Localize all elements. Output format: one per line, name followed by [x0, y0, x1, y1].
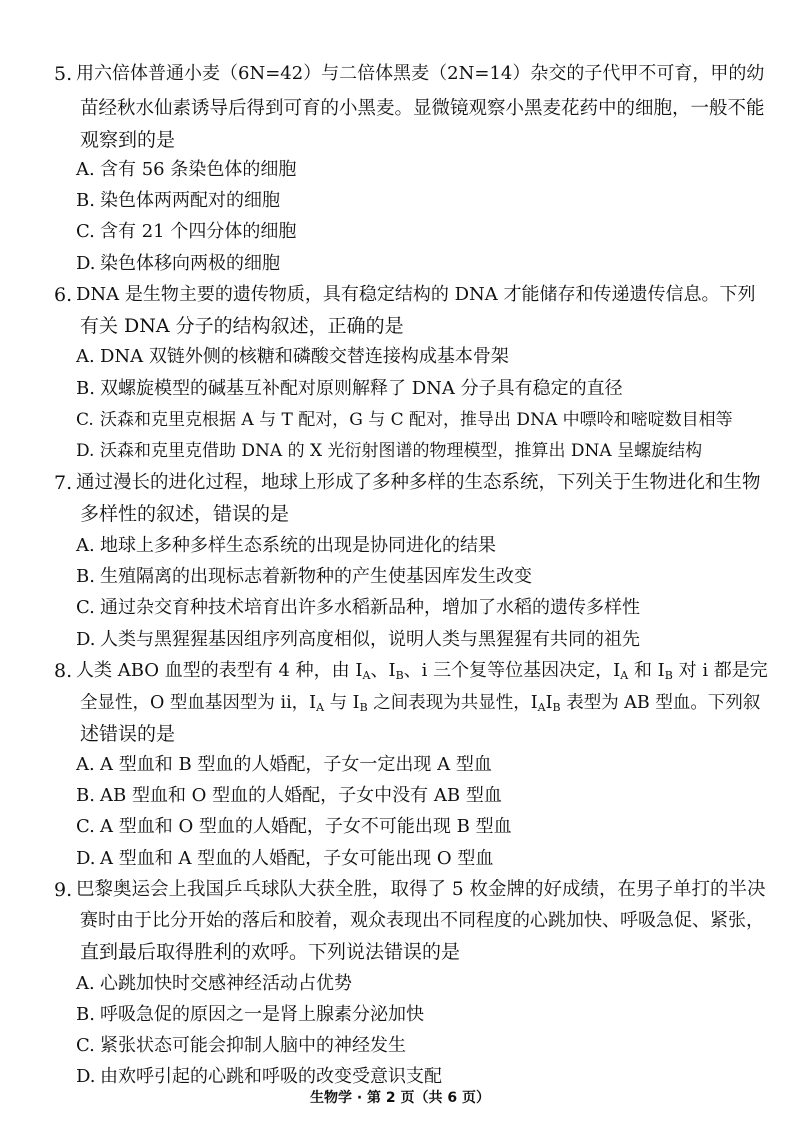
option-letter: B. [76, 1004, 95, 1025]
option-b [76, 1003, 424, 1027]
option-letter: A. [76, 754, 95, 775]
option-c [76, 220, 296, 244]
option-text: DNA 双链外侧的核糖和磷酸交替连接构成基本骨架 [100, 346, 509, 367]
option-text: A 型血和 B 型血的人婚配，子女一定出现 A 型血 [100, 754, 492, 775]
option-letter: B. [76, 785, 95, 806]
question-stem-line: 巴黎奥运会上我国乒乓球队大获全胜，取得了 5 枚金牌的好成绩，在男子单打的半决 [76, 879, 766, 900]
option-letter: C. [76, 410, 94, 430]
option-text: 由欢呼引起的心跳和呼吸的改变受意识支配 [100, 1066, 442, 1087]
option-c [76, 408, 733, 432]
option-c [76, 1034, 406, 1058]
option-letter: D. [76, 848, 96, 869]
option-text: AB 型血和 O 型血的人婚配，子女中没有 AB 型血 [100, 785, 502, 806]
option-text: 通过杂交育种技术培育出许多水稻新品种，增加了水稻的遗传多样性 [100, 597, 640, 618]
option-text: 紧张状态可能会抑制人脑中的神经发生 [100, 1035, 406, 1056]
option-text: 生殖隔离的出现标志着新物种的产生使基因库发生改变 [100, 566, 532, 587]
option-text: 人类与黑猩猩基因组序列高度相似，说明人类与黑猩猩有共同的祖先 [100, 629, 640, 650]
question-number: 7. [54, 472, 73, 494]
option-text: 呼吸急促的原因之一是肾上腺素分泌加快 [100, 1004, 424, 1025]
option-text: 心跳加快时交感神经活动占优势 [100, 973, 352, 994]
option-letter: D. [76, 441, 95, 461]
option-b [76, 565, 532, 589]
option-letter: C. [76, 816, 95, 837]
option-letter: A. [76, 535, 95, 556]
question-stem-line: 苗经秋水仙素诱导后得到可育的小黑麦。显微镜观察小黑麦花药中的细胞，一般不能 [80, 98, 765, 119]
option-letter: C. [76, 221, 95, 242]
option-c [76, 815, 512, 839]
option-a [76, 753, 492, 777]
option-a [76, 158, 296, 182]
option-text: 染色体移向两极的细胞 [100, 253, 280, 274]
question-number: 5. [54, 63, 73, 85]
option-letter: B. [76, 566, 95, 587]
option-a [76, 345, 509, 369]
question-stem-line: 有关 DNA 分子的结构叙述，正确的是 [80, 315, 404, 337]
option-letter: A. [76, 973, 95, 994]
option-d [76, 847, 493, 871]
option-letter: C. [76, 1035, 95, 1056]
option-a [76, 534, 496, 558]
question-stem-line: 赛时由于比分开始的落后和胶着，观众表现出不同程度的心跳加快、呼吸急促、紧张， [80, 910, 764, 931]
option-b [76, 784, 502, 808]
page-footer: 生物学 · 第 2 页（共 6 页） [309, 1090, 491, 1106]
question-stem-line: 通过漫长的进化过程，地球上形成了多种多样的生态系统，下列关于生物进化和生物 [76, 472, 761, 493]
question-stem-line: 全显性，O 型血基因型为 ii，$I_A$ 与 $I_B$ 之间表现为共显性，$I_AI_B$ 表型为 AB 型血。下列叙 [80, 693, 761, 714]
option-letter: D. [76, 253, 96, 274]
question-stem-line: 述错误的是 [80, 723, 176, 745]
option-text: A 型血和 O 型血的人婚配，子女不可能出现 B 型血 [100, 816, 512, 837]
option-letter: A. [76, 159, 95, 180]
question-stem-line: 用六倍体普通小麦（6N=42）与二倍体黑麦（2N=14）杂交的子代甲不可育，甲的幼 [76, 63, 765, 84]
option-text: 含有 56 条染色体的细胞 [100, 159, 297, 180]
option-c [76, 596, 640, 620]
option-b [76, 377, 623, 401]
question-stem-line: 多样性的叙述，错误的是 [80, 503, 290, 525]
option-text: 双螺旋模型的碱基互补配对原则解释了 DNA 分子具有稳定的直径 [100, 378, 623, 399]
option-text: 沃森和克里克根据 A 与 T 配对，G 与 C 配对，推导出 DNA 中嘌呤和嘧啶数目相等 [100, 410, 733, 430]
question-stem-line: 人类 ABO 血型的表型有 4 种，由 $I_A$、$I_B$、i 三个复等位基因决定，$I_A$ 和 $I_B$ 对 i 都是完 [76, 660, 768, 682]
option-letter: C. [76, 597, 95, 618]
option-text: 地球上多种多样生态系统的出现是协同进化的结果 [100, 535, 496, 556]
option-letter: B. [76, 190, 95, 211]
question-number: 8. [54, 660, 73, 682]
option-d [76, 252, 280, 276]
option-letter: D. [76, 629, 96, 650]
option-text: 沃森和克里克借助 DNA 的 X 光衍射图谱的物理模型，推算出 DNA 呈螺旋结构 [100, 441, 703, 461]
option-d [76, 628, 640, 652]
question-stem-line: 观察到的是 [80, 129, 176, 151]
question-number: 6. [54, 284, 73, 306]
option-d [76, 1065, 442, 1089]
question-stem-line: DNA 是生物主要的遗传物质，具有稳定结构的 DNA 才能储存和传递遗传信息。下列 [76, 284, 756, 305]
option-text: 染色体两两配对的细胞 [100, 190, 280, 211]
option-text: A 型血和 A 型血的人婚配，子女可能出现 O 型血 [100, 848, 494, 869]
option-b [76, 189, 280, 213]
option-letter: A. [76, 346, 95, 367]
option-text: 含有 21 个四分体的细胞 [100, 221, 297, 242]
option-letter: B. [76, 378, 95, 399]
question-number: 9. [54, 879, 73, 901]
option-d [76, 439, 702, 463]
option-a [76, 972, 352, 996]
option-letter: D. [76, 1066, 96, 1087]
question-stem-line: 直到最后取得胜利的欢呼。下列说法错误的是 [80, 941, 461, 963]
